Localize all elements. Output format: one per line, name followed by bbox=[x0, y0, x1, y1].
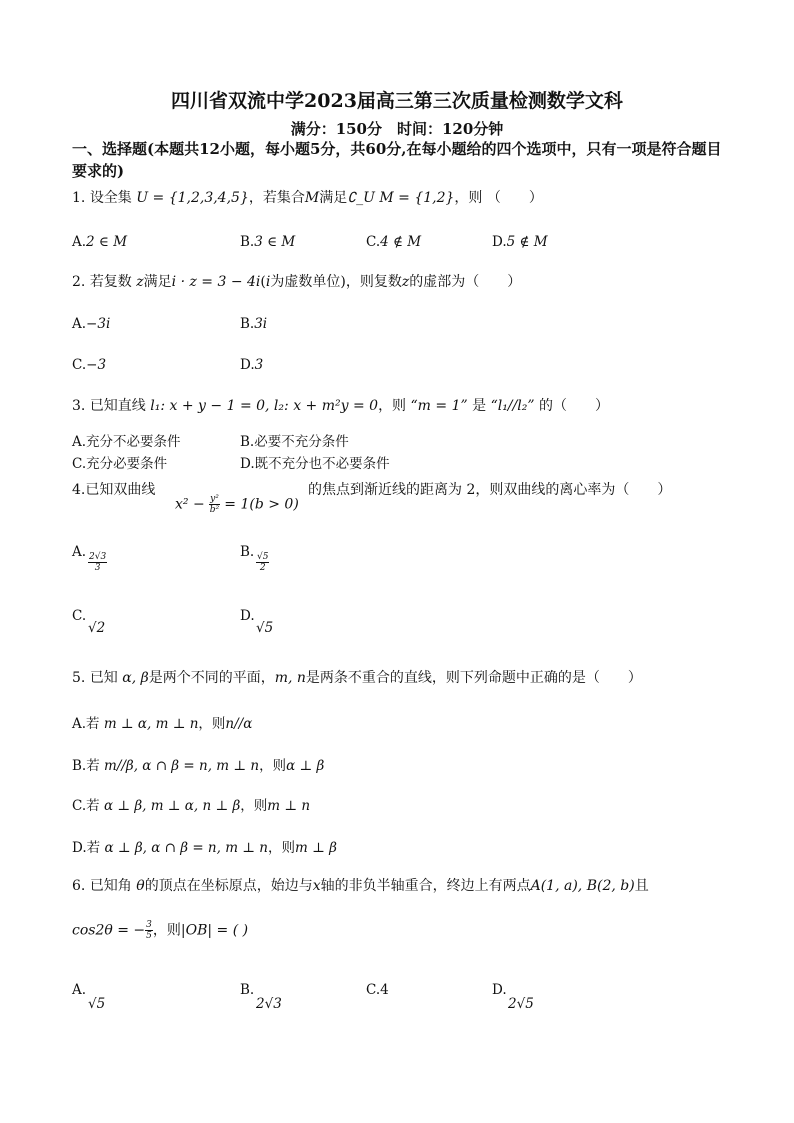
math-expr: α, β bbox=[122, 670, 149, 686]
question-text: 且 bbox=[634, 878, 649, 894]
fraction-denominator: b² bbox=[209, 505, 220, 515]
question-text: ，则 bbox=[378, 398, 407, 414]
math-expr: θ bbox=[136, 878, 145, 894]
question-text: 设全集 bbox=[89, 190, 132, 206]
option-d bbox=[240, 608, 255, 624]
math-expr: z bbox=[401, 274, 410, 290]
option-d-value: √5 bbox=[256, 620, 274, 636]
option-value: 4 ∉ M bbox=[380, 234, 422, 250]
question-text: 已知双曲线 bbox=[85, 482, 156, 498]
question-text: ，则 bbox=[152, 922, 181, 939]
question-text: 是两条不重合的直线，则下列命题中正确的是（ ） bbox=[305, 670, 642, 686]
question-2 bbox=[72, 272, 521, 292]
option-a-value bbox=[88, 552, 107, 573]
option-a bbox=[72, 234, 127, 250]
math-expr: α ⊥ β, m ⊥ α, n ⊥ β bbox=[103, 798, 241, 814]
option-label: D. bbox=[492, 234, 507, 250]
math-expr: |OB| = ( ) bbox=[180, 922, 249, 939]
fraction bbox=[209, 494, 220, 515]
question-6 bbox=[72, 876, 649, 896]
option-label: B. bbox=[240, 316, 255, 332]
question-text: 的（ ） bbox=[538, 398, 609, 414]
option-b-value: 2√3 bbox=[256, 996, 282, 1012]
math-expr: n//α bbox=[225, 716, 253, 732]
question-number: 2. bbox=[72, 274, 86, 290]
fraction bbox=[145, 920, 153, 941]
math-expr: ∁_U M = {1,2} bbox=[347, 190, 455, 206]
math-expr: M bbox=[304, 190, 320, 206]
math-expr: U = {1,2,3,4,5} bbox=[136, 190, 249, 206]
fraction-numerator: 3 bbox=[146, 920, 152, 930]
option-value: 5 ∉ M bbox=[506, 234, 548, 250]
option-value: 3 ∈ M bbox=[254, 234, 296, 250]
option-c: C.4 bbox=[366, 982, 389, 998]
page-title: 四川省双流中学2023届高三第三次质量检测数学文科 bbox=[171, 90, 623, 112]
fraction-numerator: y² bbox=[210, 494, 219, 504]
option-label: D.若 bbox=[72, 840, 101, 856]
question-text: 的顶点在坐标原点，始边与 bbox=[144, 878, 313, 894]
fraction-denominator: 3 bbox=[94, 563, 101, 573]
option-label: A. bbox=[72, 982, 87, 998]
question-4 bbox=[72, 480, 155, 500]
option-value: 2 ∈ M bbox=[86, 234, 128, 250]
question-text: 的焦点到渐近线的距离为 2，则双曲线的离心率为（ ） bbox=[308, 482, 672, 498]
option-label: A.若 bbox=[72, 716, 100, 732]
question-number: 1. bbox=[72, 190, 86, 206]
option-value: 3i bbox=[254, 316, 268, 332]
option-b bbox=[240, 316, 267, 332]
question-text: ( bbox=[260, 274, 266, 290]
option-label: B. bbox=[240, 982, 255, 998]
option-d bbox=[72, 836, 337, 856]
option-value: 3 bbox=[254, 357, 264, 373]
option-label: A. bbox=[72, 316, 87, 332]
answer-bracket: （ ） bbox=[486, 190, 543, 206]
option-c-value: √2 bbox=[88, 620, 106, 636]
math-expr: “m = 1” bbox=[410, 398, 468, 414]
option-b bbox=[240, 234, 295, 250]
question-text: ，若集合 bbox=[248, 190, 305, 206]
fraction bbox=[256, 552, 269, 573]
option-value: −3i bbox=[86, 316, 111, 332]
option-label: B.若 bbox=[72, 758, 100, 774]
question-text: 已知角 bbox=[89, 878, 132, 894]
option-label: D. bbox=[240, 608, 255, 624]
math-expr: cos2θ = − bbox=[72, 922, 146, 939]
math-expr: α ⊥ β bbox=[286, 758, 325, 774]
option-d bbox=[492, 234, 548, 250]
question-5 bbox=[72, 668, 642, 688]
hyperbola-equation bbox=[175, 494, 299, 515]
question-text: 满足 bbox=[143, 274, 172, 290]
option-a bbox=[72, 982, 86, 998]
question-number: 5. bbox=[72, 670, 86, 686]
fraction-denominator: 5 bbox=[146, 931, 152, 941]
option-text: ，则 bbox=[240, 798, 268, 814]
option-b bbox=[72, 754, 324, 774]
fraction bbox=[88, 552, 107, 573]
option-label: A. bbox=[72, 234, 87, 250]
option-b bbox=[240, 982, 254, 998]
math-expr: x² − bbox=[175, 496, 210, 513]
option-label: B. bbox=[240, 234, 255, 250]
option-value: −3 bbox=[86, 357, 107, 373]
option-c bbox=[72, 608, 86, 624]
question-text: 已知直线 bbox=[89, 398, 146, 414]
question-text: 轴的非负半轴重合，终边上有两点 bbox=[320, 878, 531, 894]
page-subtitle: 满分：150分 时间：120分钟 bbox=[290, 120, 504, 138]
question-text: ，则 bbox=[454, 190, 483, 206]
option-d bbox=[240, 357, 263, 373]
fraction-numerator: 2√3 bbox=[89, 552, 107, 562]
question-text: 若复数 bbox=[89, 274, 132, 290]
option-a bbox=[72, 712, 252, 732]
question-number: 6. bbox=[72, 878, 86, 894]
math-expr: m ⊥ β bbox=[294, 840, 337, 856]
question-number: 4. bbox=[72, 482, 86, 498]
option-text: ，则 bbox=[259, 758, 287, 774]
math-expr: m ⊥ α, m ⊥ n bbox=[103, 716, 199, 732]
option-c: C.充分必要条件 bbox=[72, 456, 168, 472]
section-heading: 一、选择题(本题共12小题，每小题5分，共60分,在每小题给的四个选项中，只有一项是符合题目要求的) bbox=[72, 140, 722, 180]
option-c bbox=[366, 234, 421, 250]
option-label: C. bbox=[366, 234, 381, 250]
option-c bbox=[72, 357, 106, 373]
question-3 bbox=[72, 396, 609, 416]
math-expr: α ⊥ β, α ∩ β = n, m ⊥ n bbox=[104, 840, 268, 856]
question-text: 是两个不同的平面， bbox=[148, 670, 275, 686]
math-expr: m, n bbox=[274, 670, 306, 686]
option-a-value: √5 bbox=[88, 996, 106, 1012]
math-expr: “l₁//l₂” bbox=[490, 398, 535, 414]
math-expr: = 1(b > 0) bbox=[219, 496, 299, 513]
option-d: D.既不充分也不必要条件 bbox=[240, 456, 390, 472]
option-d bbox=[492, 982, 507, 998]
option-c bbox=[72, 794, 310, 814]
question-text: 是 bbox=[472, 398, 487, 414]
option-b: B.必要不充分条件 bbox=[240, 434, 349, 450]
option-a bbox=[72, 316, 110, 332]
option-b-value bbox=[256, 552, 269, 573]
option-label: D. bbox=[492, 982, 507, 998]
fraction-denominator: 2 bbox=[259, 563, 266, 573]
question-1 bbox=[72, 188, 543, 208]
option-label: C.若 bbox=[72, 798, 100, 814]
question-text: 为虚数单位)，则复数 bbox=[270, 274, 402, 290]
math-expr: l₁: x + y − 1 = 0, l₂: x + m²y = 0 bbox=[150, 398, 379, 414]
option-label: A. bbox=[72, 544, 87, 560]
option-text: ，则 bbox=[198, 716, 226, 732]
fraction-numerator: √5 bbox=[257, 552, 269, 562]
math-expr: x bbox=[312, 878, 321, 894]
option-label: B. bbox=[240, 544, 255, 560]
math-expr: z bbox=[136, 274, 144, 290]
option-b bbox=[240, 544, 254, 560]
math-expr: m ⊥ n bbox=[267, 798, 311, 814]
question-number: 3. bbox=[72, 398, 86, 414]
question-6-line-2 bbox=[72, 920, 248, 941]
math-expr: A(1, a), B(2, b) bbox=[530, 878, 635, 894]
math-expr: i bbox=[265, 274, 271, 290]
question-text: 已知 bbox=[89, 670, 118, 686]
question-text: 的虚部为（ ） bbox=[409, 274, 522, 290]
option-a bbox=[72, 544, 86, 560]
question-text: 满足 bbox=[319, 190, 348, 206]
option-d-value: 2√5 bbox=[508, 996, 534, 1012]
option-label: C. bbox=[72, 608, 87, 624]
option-label: D. bbox=[240, 357, 255, 373]
option-text: ，则 bbox=[267, 840, 295, 856]
math-expr: i · z = 3 − 4i bbox=[171, 274, 261, 290]
option-a: A.充分不必要条件 bbox=[72, 434, 181, 450]
math-expr: m//β, α ∩ β = n, m ⊥ n bbox=[104, 758, 260, 774]
option-label: C. bbox=[72, 357, 87, 373]
